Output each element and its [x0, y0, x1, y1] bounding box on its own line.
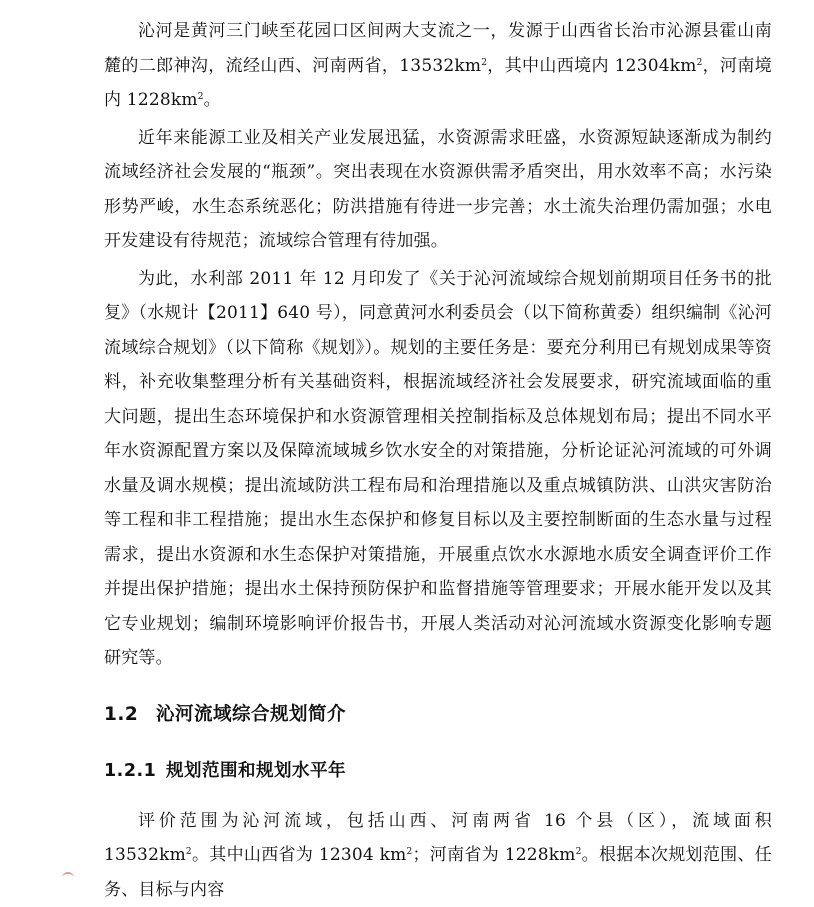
- paragraph-evaluation-scope: [104, 804, 772, 907]
- superscript-2: 2: [481, 58, 487, 68]
- paragraph-text: ；河南省为 1228km: [412, 845, 575, 865]
- paragraph-qinhe-overview: [104, 14, 772, 118]
- paragraph-development-issues: 近年来能源工业及相关产业发展迅猛，水资源需求旺盛，水资源短缺逐渐成为制约流域经济社会发展的“瓶颈”。突出表现在水资源供需矛盾突出，用水效率不高；水污染形势严峻，水生态系统恶化；防洪措施有待进一步完善；水土流失治理仍需加强；水电开发建设有待规范；流域综合管理有待加强。: [104, 121, 772, 259]
- superscript-2: 2: [407, 847, 413, 857]
- paragraph-text: ，其中山西境内 12304km: [487, 56, 696, 76]
- superscript-2: 2: [198, 92, 204, 102]
- paragraph-text: 。: [204, 90, 221, 110]
- paragraph-text: 沁河是黄河三门峡至花园口区间两大支流之一，发源于山西省长治市沁源县霍山南麓的二郎神沟，流经山西、河南两省，13532km: [104, 21, 772, 76]
- section-title: 沁河流域综合规划简介: [156, 704, 346, 725]
- section-number: 1.2: [104, 700, 156, 730]
- paragraph-text: 评价范围为沁河流域，包括山西、河南两省 16 个县（区），流域面积 13532km: [104, 811, 772, 866]
- paragraph-text: 。根据本次规划范围、任务、目标与内容: [104, 845, 772, 900]
- paragraph-text: ，河南境内 1228km: [104, 56, 772, 111]
- document-page: [104, 14, 772, 907]
- subsection-number: 1.2.1: [104, 756, 166, 786]
- superscript-2: 2: [576, 847, 582, 857]
- paragraph-planning-tasks: 为此，水利部 2011 年 12 月印发了《关于沁河流域综合规划前期项目任务书的批复》（水规计【2011】640 号），同意黄河水利委员会（以下简称黄委）组织编制《沁河流域综合规划》（以下简称《规划》）。规划的主要任务是：要充分利用已有规划成果等资料，补充收集整理分析有关基础资料，根据流域经济社会发展要求，研究流域面临的重大问题，提出生态环境保护和水资源管理相关控制指标及总体规划布局；提出不同水平年水资源配置方案以及保障流域城乡饮水安全的对策措施，分析论证沁河流域的可外调水量及调水规模；提出流域防洪工程布局和治理措施以及重点城镇防洪、山洪灾害防治等工程和非工程措施；提出水生态保护和修复目标以及主要控制断面的生态水量与过程需求，提出水资源和水生态保护对策措施，开展重点饮水水源地水质安全调查评价工作并提出保护措施；提出水土保持预防保护和监督措施等管理要求；开展水能开发以及其它专业规划；编制环境影响评价报告书，开展人类活动对沁河流域水资源变化影响专题研究等。: [104, 262, 772, 676]
- paragraph-text: 。其中山西省为 12304 km: [192, 845, 407, 865]
- subsection-heading: [104, 756, 772, 786]
- subsection-title: 规划范围和规划水平年: [166, 761, 346, 781]
- section-heading: [104, 700, 772, 730]
- superscript-2: 2: [186, 847, 192, 857]
- superscript-2: 2: [697, 58, 703, 68]
